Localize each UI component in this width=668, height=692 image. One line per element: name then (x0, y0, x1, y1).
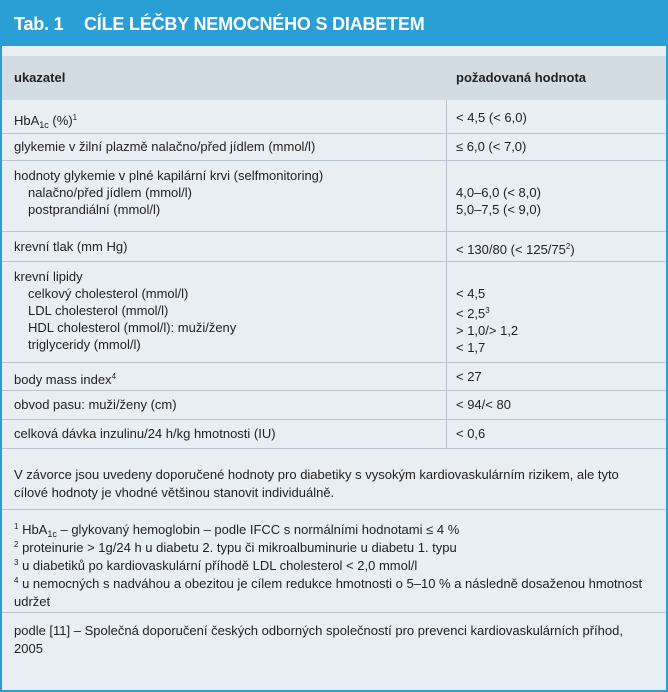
indicator-cell: HbA$_{1c}$ (%)$^1$ (14, 113, 78, 130)
column-divider (446, 232, 447, 261)
notes-intro: V závorce jsou uvedeny doporučené hodnoty pro diabetiky s vysokým kardiovaskulárním rizikem, ale tyto cílové hodnoty je vhodné většinou stanovit individuálně. (14, 467, 619, 500)
footnote-1: $^1$ HbA$_{1c}$ – glykovaný hemoglobin – podle IFCC s normálními hodnotami ≤ 4 % (14, 522, 460, 539)
table-title-bar (2, 2, 666, 46)
source-note: podle [11] – Společná doporučení českých odborných společností pro prevenci kardiovaskulárních příhod, 2005 (14, 623, 623, 656)
value-cell: < 27 (456, 369, 482, 384)
column-divider (446, 391, 447, 419)
value-cell: ≤ 6,0 (< 7,0) (456, 139, 527, 154)
header-ukazatel: ukazatel (14, 70, 66, 85)
footnote-2: $^2$ proteinurie > 1g/24 h u diabetu 2. typu či mikroalbuminurie u diabetu 1. typu (14, 540, 457, 555)
indicator-cell: krevní tlak (mm Hg) (14, 239, 128, 254)
table-header (2, 56, 666, 100)
value-cell: < 130/80 (< $125/75^2$) (456, 242, 575, 257)
table-row (2, 161, 666, 232)
value-cell: 4,0–6,0 (< 8,0) 5,0–7,5 (< 9,0) (456, 185, 541, 217)
column-divider (446, 134, 447, 160)
table-row (2, 232, 666, 262)
notes-divider (2, 612, 666, 613)
column-divider (446, 262, 447, 362)
column-divider (446, 363, 447, 390)
table-row (2, 100, 666, 134)
table-title: CÍLE LÉČBY NEMOCNÉHO S DIABETEM (84, 14, 425, 34)
indicator-cell: obvod pasu: muži/ženy (cm) (14, 397, 177, 412)
table-row (2, 134, 666, 161)
footnote-3: $^3$ u diabetiků po kardiovaskulární příhodě LDL cholesterol < 2,0 mmol/l (14, 558, 418, 573)
column-divider (446, 161, 447, 231)
value-cell: < 0,6 (456, 426, 486, 441)
value-cell: < 4,5 < $2,5^3$ > 1,0/> 1,2 < 1,7 (456, 286, 519, 355)
notes-divider (2, 509, 666, 510)
indicator-cell: hodnoty glykemie v plné kapilární krvi (selfmonitoring) nalačno/před jídlem (mmol/l) postprandiální (mmol/l) (14, 168, 324, 217)
indicator-cell: krevní lipidy celkový cholesterol (mmol/l) LDL cholesterol (mmol/l) HDL cholesterol (mmol/l): muži/ženy triglyceridy (mmol/l) (14, 269, 237, 352)
table-row (2, 420, 666, 449)
indicator-cell: glykemie v žilní plazmě nalačno/před jídlem (mmol/l) (14, 139, 316, 154)
column-divider (446, 420, 447, 448)
table-number: Tab. 1 (14, 14, 64, 34)
indicator-cell: celková dávka inzulinu/24 h/kg hmotnosti (IU) (14, 426, 276, 441)
footnote-4: $^4$ u nemocných s nadváhou a obezitou je cílem redukce hmotnosti o 5–10 % a následně dosaženou hmotnost udržet (14, 576, 643, 609)
indicator-cell: body mass index$^4$ (14, 372, 117, 387)
table-body (2, 100, 666, 449)
table-row (2, 262, 666, 363)
header-pozadovana-hodnota: požadovaná hodnota (456, 70, 586, 85)
value-cell: < 4,5 (< 6,0) (456, 110, 527, 125)
table-row (2, 363, 666, 391)
column-divider (446, 100, 447, 133)
table-row (2, 391, 666, 420)
value-cell: < 94/< 80 (456, 397, 511, 412)
